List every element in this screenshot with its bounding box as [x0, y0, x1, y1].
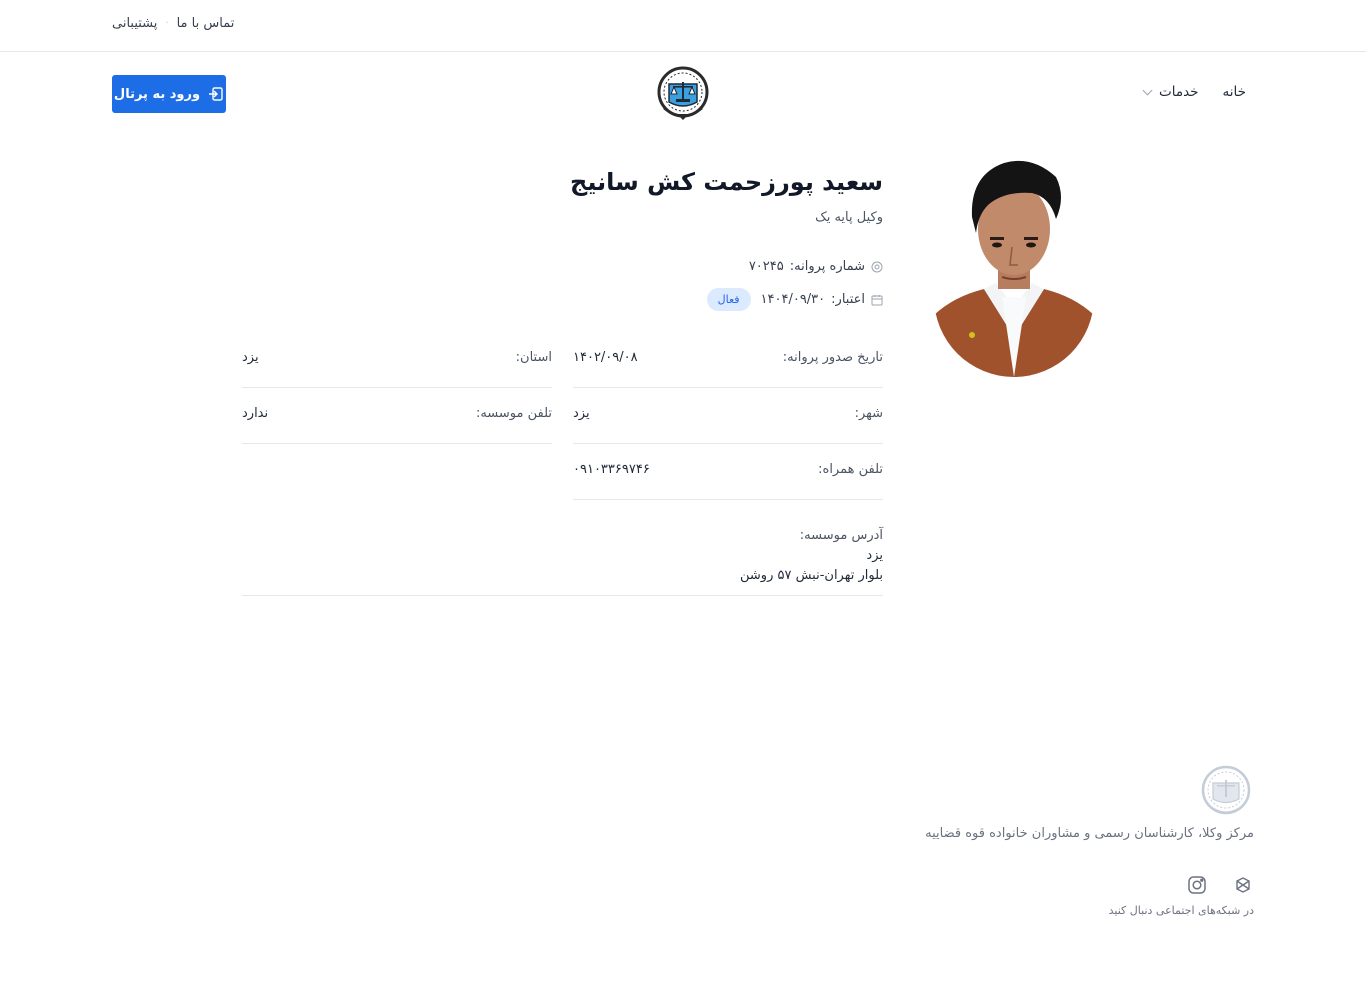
office-phone-value: ندارد [242, 406, 269, 421]
support-link[interactable]: پشتیبانی [112, 16, 158, 31]
validity-date: ۱۴۰۴/۰۹/۳۰ [760, 292, 826, 307]
chevron-down-icon [1143, 86, 1153, 96]
field-province [242, 332, 552, 388]
rubika-icon[interactable] [1232, 874, 1254, 896]
mobile-label: تلفن همراه: [818, 462, 883, 477]
license-info [749, 259, 883, 274]
lawyer-role: وکیل پایه یک [815, 210, 883, 225]
address-line1: یزد [866, 548, 883, 563]
status-badge: فعال [707, 288, 751, 311]
issue-date-label: تاریخ صدور پروانه: [782, 350, 883, 365]
instagram-icon[interactable] [1186, 874, 1208, 896]
address-label: آدرس موسسه: [799, 528, 883, 543]
field-city [573, 388, 883, 444]
login-icon [208, 86, 224, 102]
license-number: ۷۰۲۴۵ [748, 259, 784, 274]
topbar-separator: · [165, 18, 169, 29]
address-line2: بلوار تهران-نبش ۵۷ روشن [740, 568, 883, 583]
portal-button-label: ورود به پرتال [113, 86, 201, 102]
province-value: یزد [242, 350, 259, 365]
calendar-icon [871, 294, 883, 306]
issue-date-value: ۱۴۰۲/۰۹/۰۸ [573, 350, 638, 365]
main-header [0, 52, 1366, 136]
footer-follow-text: در شبکه‌های اجتماعی دنبال کنید [1108, 904, 1254, 917]
judiciary-logo[interactable] [654, 64, 712, 124]
footer-title: مرکز وکلا، کارشناسان رسمی و مشاوران خانواده قوه قضاییه [925, 826, 1254, 841]
lawyer-photo [932, 157, 1096, 377]
office-phone-label: تلفن موسسه: [475, 406, 552, 421]
badge-icon [871, 261, 883, 273]
city-label: شهر: [854, 406, 883, 421]
top-utility-bar [0, 0, 1366, 52]
province-label: استان: [515, 350, 552, 365]
field-issue-date [573, 332, 883, 388]
top-links [112, 16, 234, 31]
validity-label: اعتبار: [831, 292, 865, 307]
nav-services-label: خدمات [1159, 84, 1199, 100]
social-links [1186, 874, 1254, 896]
mobile-value: ۰۹۱۰۳۳۶۹۷۴۶ [573, 462, 650, 477]
validity-info [707, 288, 883, 311]
nav-services[interactable] [1144, 84, 1199, 100]
contact-link[interactable]: تماس با ما [176, 16, 235, 31]
nav-home[interactable]: خانه [1222, 84, 1246, 100]
field-address [242, 500, 883, 596]
field-office-phone [242, 388, 552, 444]
field-mobile [573, 444, 883, 500]
lawyer-name: سعید پورزحمت کش سانیج [570, 168, 883, 196]
portal-login-button[interactable] [112, 75, 226, 113]
main-nav [1144, 84, 1246, 100]
license-label: شماره پروانه: [789, 259, 865, 274]
footer-logo [1198, 764, 1254, 820]
city-value: یزد [573, 406, 590, 421]
